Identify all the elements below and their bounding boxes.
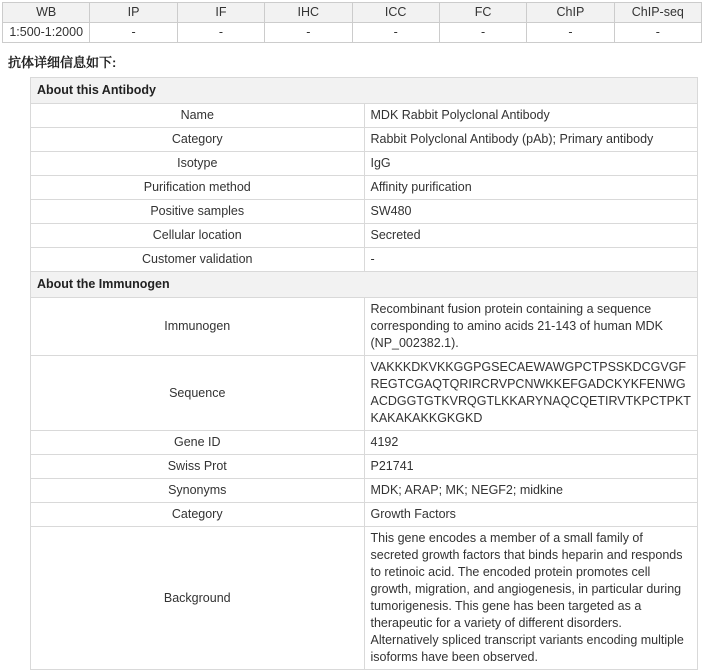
row-label-synonyms: Synonyms [31,479,365,503]
section-caption: 抗体详细信息如下: [8,55,117,70]
section-title-about-immunogen: About the Immunogen [31,272,698,298]
column-header-chip-seq: ChIP-seq [614,3,701,23]
section-title-about-antibody: About this Antibody [31,78,698,104]
table-row [31,503,698,527]
row-label-sequence: Sequence [31,356,365,431]
table-row [31,200,698,224]
row-value-gene-id: 4192 [364,431,698,455]
row-label-isotype: Isotype [31,152,365,176]
row-value-immunogen: Recombinant fusion protein containing a sequence corresponding to amino acids 21-143 of human MDK (NP_002382.1). [364,298,698,356]
column-header-ip: IP [90,3,177,23]
column-header-wb: WB [3,3,90,23]
table-row [31,455,698,479]
cell-chip-seq: - [614,23,701,43]
row-label-immunogen: Immunogen [31,298,365,356]
table-row [31,152,698,176]
column-header-icc: ICC [352,3,439,23]
row-value-category-growth-factors: Growth Factors [364,503,698,527]
column-header-ihc: IHC [265,3,352,23]
table-row [31,527,698,670]
row-label-positive-samples: Positive samples [31,200,365,224]
dilution-table [2,2,702,43]
row-label-customer-validation: Customer validation [31,248,365,272]
column-header-if: IF [177,3,264,23]
table-row [31,176,698,200]
table-row [31,128,698,152]
cell-chip: - [527,23,614,43]
section-header-row-about-immunogen [31,272,698,298]
row-value-synonyms: MDK; ARAP; MK; NEGF2; midkine [364,479,698,503]
row-value-customer-validation: - [364,248,698,272]
row-value-cellular-location: Secreted [364,224,698,248]
table-header-row [3,3,702,23]
table-row [31,224,698,248]
row-label-background: Background [31,527,365,670]
row-value-background: This gene encodes a member of a small family of secreted growth factors that binds heparin and responds to retinoic acid. The encoded protein promotes cell growth, migration, and angiogenesis, in particular during tumorigenesis. This gene has been targeted as a therapeutic for a variety of different disorders. Alternatively spliced transcript variants encoding multiple isoforms have been observed. [364,527,698,670]
column-header-chip: ChIP [527,3,614,23]
row-label-purification-method: Purification method [31,176,365,200]
row-value-category: Rabbit Polyclonal Antibody (pAb); Primary antibody [364,128,698,152]
row-label-cellular-location: Cellular location [31,224,365,248]
cell-if: - [177,23,264,43]
cell-ihc: - [265,23,352,43]
antibody-detail-table [30,77,698,670]
table-row [31,298,698,356]
table-row [31,248,698,272]
row-value-sequence: VAKKKDKVKKGGPGSECAEWAWGPCTPSSKDCGVGFREGTCGAQTQRIRCRVPCNWKKEFGADCKYKFENWGACDGGTGTKVRQGTLKKARYNAQCQETIRVTKPCTPKTKAKAKAKKGKGKD [364,356,698,431]
row-value-swiss-prot: P21741 [364,455,698,479]
row-value-positive-samples: SW480 [364,200,698,224]
row-label-name: Name [31,104,365,128]
row-label-category-growth-factors: Category [31,503,365,527]
row-value-purification-method: Affinity purification [364,176,698,200]
row-label-gene-id: Gene ID [31,431,365,455]
column-header-fc: FC [439,3,526,23]
row-label-category: Category [31,128,365,152]
table-row [31,479,698,503]
table-row [31,104,698,128]
row-label-swiss-prot: Swiss Prot [31,455,365,479]
cell-icc: - [352,23,439,43]
cell-fc: - [439,23,526,43]
row-value-name: MDK Rabbit Polyclonal Antibody [364,104,698,128]
row-value-isotype: IgG [364,152,698,176]
cell-ip: - [90,23,177,43]
section-header-row-about-antibody [31,78,698,104]
table-row [31,356,698,431]
table-row [31,431,698,455]
table-row [3,23,702,43]
cell-wb: 1:500-1:2000 [3,23,90,43]
